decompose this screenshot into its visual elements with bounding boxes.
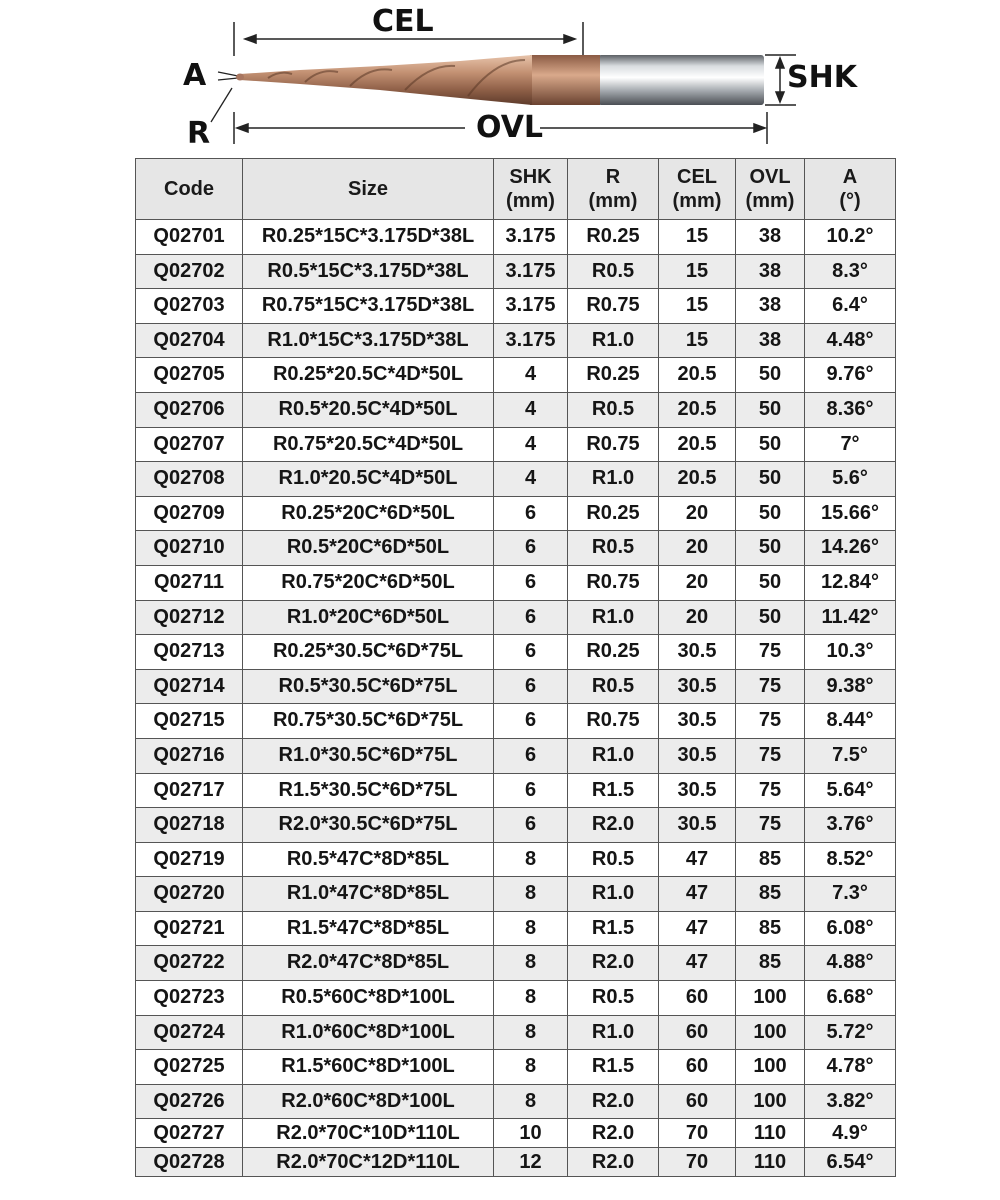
table-row [136,1015,896,1050]
table-row [136,704,896,739]
cell-code: Q02724 [136,1015,243,1050]
cell-shk: 3.175 [494,289,568,324]
table-row [136,911,896,946]
cell-size: R1.0*60C*8D*100L [243,1015,494,1050]
cell-code: Q02701 [136,220,243,255]
cell-cel: 30.5 [659,808,736,843]
cell-shk: 6 [494,496,568,531]
cell-size: R0.5*20C*6D*50L [243,531,494,566]
cell-shk: 4 [494,358,568,393]
cell-code: Q02727 [136,1119,243,1148]
cell-code: Q02721 [136,911,243,946]
cell-code: Q02707 [136,427,243,462]
table-row [136,877,896,912]
cell-shk: 8 [494,911,568,946]
header-shk [494,159,568,220]
cell-shk: 8 [494,946,568,981]
cell-ovl: 38 [736,220,805,255]
cell-ovl: 75 [736,635,805,670]
cell-size: R1.5*30.5C*6D*75L [243,773,494,808]
cell-size: R0.5*20.5C*4D*50L [243,392,494,427]
cell-r: R0.5 [568,392,659,427]
cell-size: R2.0*70C*12D*110L [243,1148,494,1177]
cell-cel: 20 [659,600,736,635]
cell-a: 10.3° [805,635,896,670]
cell-r: R1.0 [568,600,659,635]
cell-r: R0.75 [568,565,659,600]
cell-cel: 15 [659,254,736,289]
cell-ovl: 50 [736,392,805,427]
table-row [136,773,896,808]
cell-ovl: 50 [736,427,805,462]
cell-a: 8.3° [805,254,896,289]
table-row [136,1119,896,1148]
cell-ovl: 100 [736,1050,805,1085]
cell-ovl: 100 [736,1084,805,1119]
cell-code: Q02713 [136,635,243,670]
header-unit: (mm) [506,190,555,212]
cell-code: Q02719 [136,842,243,877]
header-label: CEL [677,166,717,188]
cell-a: 14.26° [805,531,896,566]
cell-a: 9.38° [805,669,896,704]
cell-size: R2.0*60C*8D*100L [243,1084,494,1119]
cell-r: R0.5 [568,981,659,1016]
tool-shank [598,55,764,105]
table-row [136,531,896,566]
cell-r: R0.5 [568,531,659,566]
cell-shk: 6 [494,704,568,739]
cell-a: 4.9° [805,1119,896,1148]
cell-size: R1.0*20.5C*4D*50L [243,462,494,497]
cell-a: 4.48° [805,323,896,358]
header-unit: (mm) [745,190,795,212]
cell-r: R1.5 [568,911,659,946]
cell-ovl: 38 [736,323,805,358]
cell-code: Q02722 [136,946,243,981]
cell-ovl: 50 [736,496,805,531]
table-header-row [136,159,896,220]
table-row [136,462,896,497]
cell-r: R1.0 [568,738,659,773]
cell-size: R0.5*60C*8D*100L [243,981,494,1016]
cell-code: Q02718 [136,808,243,843]
table-row [136,496,896,531]
cell-r: R0.25 [568,496,659,531]
cell-a: 5.6° [805,462,896,497]
table-row [136,635,896,670]
ovl-label: OVL [476,110,544,145]
cell-shk: 6 [494,635,568,670]
cell-size: R1.0*30.5C*6D*75L [243,738,494,773]
cell-shk: 6 [494,565,568,600]
cell-shk: 8 [494,1050,568,1085]
tool-flute [240,55,532,105]
header-a [805,159,896,220]
cell-r: R1.5 [568,773,659,808]
cell-ovl: 50 [736,531,805,566]
cell-r: R0.75 [568,704,659,739]
cell-ovl: 110 [736,1148,805,1177]
cell-cel: 30.5 [659,635,736,670]
cell-shk: 6 [494,669,568,704]
cell-a: 6.68° [805,981,896,1016]
cell-ovl: 75 [736,808,805,843]
cell-size: R0.75*15C*3.175D*38L [243,289,494,324]
cell-shk: 12 [494,1148,568,1177]
cell-code: Q02717 [136,773,243,808]
cell-size: R0.5*15C*3.175D*38L [243,254,494,289]
cell-size: R0.75*30.5C*6D*75L [243,704,494,739]
tool-ball-tip [236,74,244,81]
cell-a: 9.76° [805,358,896,393]
cell-cel: 20 [659,496,736,531]
cell-code: Q02712 [136,600,243,635]
cell-r: R2.0 [568,1148,659,1177]
table-row [136,1050,896,1085]
cell-code: Q02728 [136,1148,243,1177]
cell-r: R0.5 [568,669,659,704]
table-row [136,220,896,255]
cell-cel: 15 [659,220,736,255]
header-label: Size [347,178,389,200]
cell-cel: 30.5 [659,669,736,704]
cell-size: R1.0*47C*8D*85L [243,877,494,912]
table-row [136,946,896,981]
cell-cel: 20.5 [659,462,736,497]
header-unit: (mm) [672,190,722,212]
cell-code: Q02704 [136,323,243,358]
cell-cel: 47 [659,877,736,912]
cell-code: Q02705 [136,358,243,393]
cell-a: 12.84° [805,565,896,600]
cell-size: R0.25*15C*3.175D*38L [243,220,494,255]
cell-ovl: 50 [736,600,805,635]
cell-shk: 3.175 [494,220,568,255]
cell-shk: 4 [494,462,568,497]
table-row [136,669,896,704]
header-cel [659,159,736,220]
cell-code: Q02723 [136,981,243,1016]
cell-r: R0.25 [568,358,659,393]
cell-r: R0.25 [568,220,659,255]
cell-shk: 8 [494,981,568,1016]
cell-cel: 20.5 [659,392,736,427]
table-row [136,1084,896,1119]
cell-a: 5.64° [805,773,896,808]
cell-cel: 30.5 [659,704,736,739]
cell-ovl: 38 [736,254,805,289]
cell-code: Q02725 [136,1050,243,1085]
end-mill-diagram [0,0,1000,158]
cell-size: R0.5*47C*8D*85L [243,842,494,877]
cell-r: R1.0 [568,877,659,912]
cell-size: R2.0*30.5C*6D*75L [243,808,494,843]
cell-code: Q02715 [136,704,243,739]
table-row [136,981,896,1016]
cell-cel: 47 [659,911,736,946]
cell-ovl: 75 [736,773,805,808]
cell-cel: 70 [659,1119,736,1148]
header-unit: (°) [839,190,861,212]
cell-cel: 60 [659,981,736,1016]
cell-ovl: 50 [736,358,805,393]
cell-shk: 8 [494,1015,568,1050]
tool-collar [530,55,600,105]
cell-a: 5.72° [805,1015,896,1050]
cell-code: Q02720 [136,877,243,912]
cell-cel: 30.5 [659,738,736,773]
table-row [136,565,896,600]
cell-cel: 30.5 [659,773,736,808]
specification-table [135,158,896,1177]
cell-code: Q02708 [136,462,243,497]
cell-cel: 60 [659,1050,736,1085]
cell-code: Q02716 [136,738,243,773]
cell-code: Q02714 [136,669,243,704]
header-r [568,159,659,220]
header-label: OVL [749,166,791,188]
cell-code: Q02706 [136,392,243,427]
cell-shk: 3.175 [494,254,568,289]
cell-size: R1.0*20C*6D*50L [243,600,494,635]
cell-size: R2.0*47C*8D*85L [243,946,494,981]
header-size [243,159,494,220]
cell-ovl: 38 [736,289,805,324]
cell-a: 4.88° [805,946,896,981]
shk-label: SHK [787,60,857,95]
cell-a: 6.08° [805,911,896,946]
cell-a: 7.3° [805,877,896,912]
cell-r: R0.5 [568,842,659,877]
cell-r: R0.25 [568,635,659,670]
cell-size: R0.75*20.5C*4D*50L [243,427,494,462]
cell-ovl: 85 [736,877,805,912]
table-row [136,842,896,877]
cell-size: R1.5*47C*8D*85L [243,911,494,946]
cell-code: Q02711 [136,565,243,600]
cell-cel: 20.5 [659,358,736,393]
cell-r: R2.0 [568,808,659,843]
cell-cel: 47 [659,842,736,877]
cell-ovl: 85 [736,911,805,946]
cell-ovl: 75 [736,738,805,773]
cell-r: R0.75 [568,289,659,324]
cell-shk: 6 [494,738,568,773]
cell-cel: 20 [659,565,736,600]
header-label: R [605,166,621,188]
cell-r: R1.5 [568,1050,659,1085]
cell-r: R1.0 [568,323,659,358]
cell-cel: 20 [659,531,736,566]
cell-size: R2.0*70C*10D*110L [243,1119,494,1148]
cell-a: 6.54° [805,1148,896,1177]
cell-a: 3.82° [805,1084,896,1119]
cell-cel: 20.5 [659,427,736,462]
cell-r: R1.0 [568,462,659,497]
header-ovl [736,159,805,220]
cell-r: R2.0 [568,946,659,981]
cell-a: 15.66° [805,496,896,531]
cell-cel: 47 [659,946,736,981]
cell-ovl: 100 [736,1015,805,1050]
cell-code: Q02726 [136,1084,243,1119]
cell-ovl: 85 [736,842,805,877]
cell-r: R2.0 [568,1084,659,1119]
cell-code: Q02709 [136,496,243,531]
header-unit: (mm) [588,190,638,212]
cell-shk: 6 [494,773,568,808]
header-code [136,159,243,220]
table-row [136,392,896,427]
cell-ovl: 100 [736,981,805,1016]
cell-size: R0.25*20.5C*4D*50L [243,358,494,393]
cell-a: 3.76° [805,808,896,843]
header-label: Code [164,178,214,200]
cell-a: 10.2° [805,220,896,255]
cell-cel: 60 [659,1015,736,1050]
cell-size: R0.5*30.5C*6D*75L [243,669,494,704]
cell-shk: 8 [494,877,568,912]
header-label: A [842,166,858,188]
cell-a: 4.78° [805,1050,896,1085]
table-row [136,600,896,635]
cell-shk: 6 [494,600,568,635]
cell-a: 6.4° [805,289,896,324]
cell-a: 8.52° [805,842,896,877]
table-row [136,1148,896,1177]
table-row [136,323,896,358]
cell-cel: 15 [659,323,736,358]
cell-shk: 8 [494,1084,568,1119]
table-row [136,254,896,289]
cell-code: Q02702 [136,254,243,289]
cell-ovl: 75 [736,704,805,739]
cell-cel: 70 [659,1148,736,1177]
cell-ovl: 50 [736,565,805,600]
table-row [136,289,896,324]
cell-size: R1.5*60C*8D*100L [243,1050,494,1085]
cell-a: 7° [805,427,896,462]
cell-shk: 6 [494,531,568,566]
cell-shk: 3.175 [494,323,568,358]
cell-a: 8.44° [805,704,896,739]
cell-shk: 4 [494,427,568,462]
table-row [136,358,896,393]
table-row [136,738,896,773]
cell-r: R2.0 [568,1119,659,1148]
cell-size: R0.25*20C*6D*50L [243,496,494,531]
cell-shk: 4 [494,392,568,427]
cell-code: Q02703 [136,289,243,324]
cell-size: R1.0*15C*3.175D*38L [243,323,494,358]
cell-a: 11.42° [805,600,896,635]
cell-cel: 15 [659,289,736,324]
cell-ovl: 85 [736,946,805,981]
header-label: SHK [509,166,552,188]
cell-size: R0.25*30.5C*6D*75L [243,635,494,670]
cell-shk: 6 [494,808,568,843]
a-label: A [183,58,207,93]
cell-a: 8.36° [805,392,896,427]
cell-ovl: 75 [736,669,805,704]
cell-shk: 10 [494,1119,568,1148]
cell-shk: 8 [494,842,568,877]
cell-r: R0.5 [568,254,659,289]
cell-a: 7.5° [805,738,896,773]
cell-ovl: 110 [736,1119,805,1148]
cell-ovl: 50 [736,462,805,497]
cell-r: R0.75 [568,427,659,462]
cell-size: R0.75*20C*6D*50L [243,565,494,600]
cel-label: CEL [372,4,434,39]
cell-cel: 60 [659,1084,736,1119]
table-row [136,427,896,462]
cell-r: R1.0 [568,1015,659,1050]
r-label: R [187,116,211,151]
cell-code: Q02710 [136,531,243,566]
table-row [136,808,896,843]
